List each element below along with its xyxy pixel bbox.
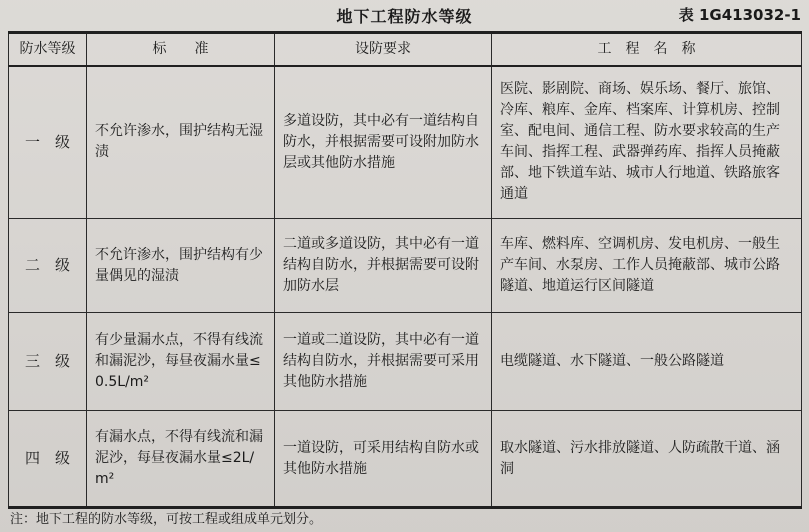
grade-cell: 一 级 (9, 66, 87, 219)
standard-cell: 有漏水点，不得有线流和漏泥沙，每昼夜漏水量≤2L/m² (87, 411, 275, 508)
requirement-cell: 二道或多道设防，其中必有一道结构自防水，并根据需要可设附加防水层 (275, 219, 492, 313)
project-names-cell: 取水隧道、污水排放隧道、人防疏散干道、涵洞 (492, 411, 802, 508)
column-header-standard: 标 准 (87, 33, 275, 66)
footnote: 注：地下工程的防水等级，可按工程或组成单元划分。 (10, 512, 323, 527)
column-header-requirement: 设防要求 (275, 33, 492, 66)
table-row (9, 411, 802, 508)
standard-cell: 有少量漏水点，不得有线流和漏泥沙，每昼夜漏水量≤0.5L/m² (87, 313, 275, 411)
column-header-grade: 防水等级 (9, 33, 87, 66)
table-row (9, 66, 802, 219)
page-title: 地下工程防水等级 (336, 7, 473, 26)
grade-cell: 三 级 (9, 313, 87, 411)
project-names-cell: 电缆隧道、水下隧道、一般公路隧道 (492, 313, 802, 411)
table-header-row (9, 33, 802, 66)
project-names-cell: 医院、影剧院、商场、娱乐场、餐厅、旅馆、冷库、粮库、金库、档案库、计算机房、控制室、配电间、通信工程、防水要求较高的生产车间、指挥工程、武器弹药库、指挥人员掩蔽部、地下铁道车站、城市人行地道、铁路旅客通道 (492, 66, 802, 219)
project-names-cell: 车库、燃料库、空调机房、发电机房、一般生产车间、水泵房、工作人员掩蔽部、城市公路隧道、地道运行区间隧道 (492, 219, 802, 313)
standard-cell: 不允许渗水，围护结构有少量偶见的湿渍 (87, 219, 275, 313)
grade-cell: 二 级 (9, 219, 87, 313)
table-row (9, 219, 802, 313)
table-number: 表 1G413032-1 (678, 6, 801, 24)
table-row (9, 313, 802, 411)
requirement-cell: 一道设防，可采用结构自防水或其他防水措施 (275, 411, 492, 508)
requirement-cell: 一道或二道设防，其中必有一道结构自防水，并根据需要可采用其他防水措施 (275, 313, 492, 411)
requirement-cell: 多道设防，其中必有一道结构自防水，并根据需要可设附加防水层或其他防水措施 (275, 66, 492, 219)
standard-cell: 不允许渗水，围护结构无湿渍 (87, 66, 275, 219)
column-header-project-names: 工 程 名 称 (492, 33, 802, 66)
grade-cell: 四 级 (9, 411, 87, 508)
waterproof-grade-table (8, 31, 802, 509)
